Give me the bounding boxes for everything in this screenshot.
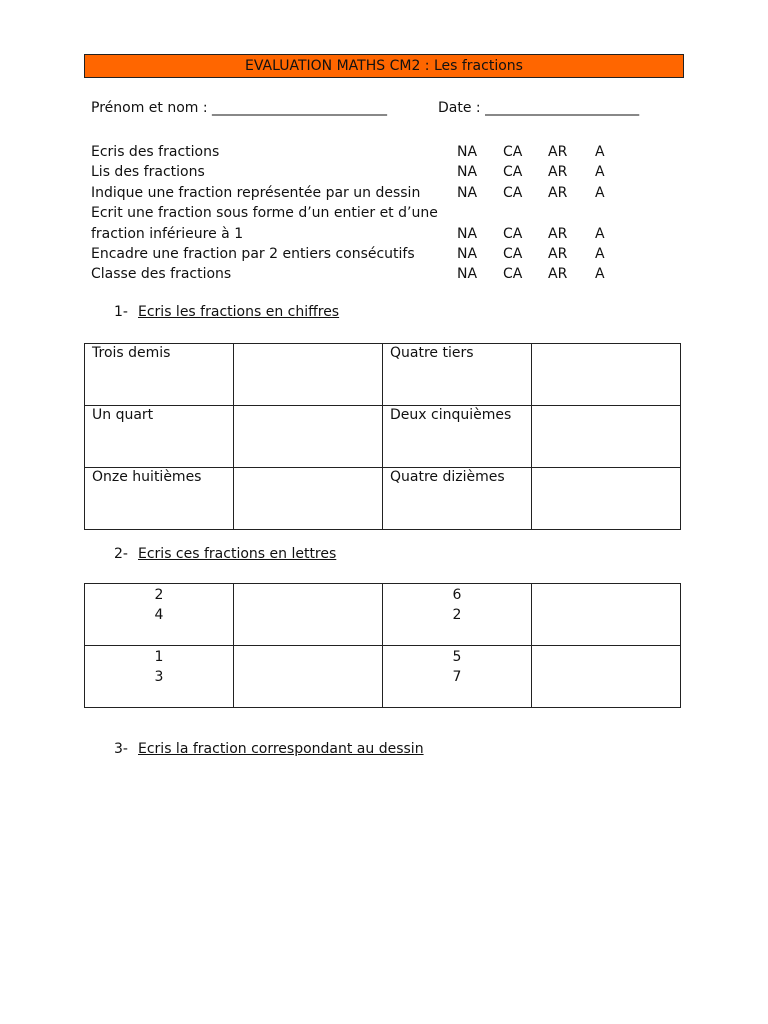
table-row [85, 584, 681, 646]
skill-label: fraction inférieure à 1 [91, 225, 244, 242]
skill-label: Ecrit une fraction sous forme d’un entier et d’une [91, 205, 438, 222]
fraction-words-cell: Trois demis [85, 344, 234, 406]
answer-cell[interactable] [532, 344, 681, 406]
skills-list [91, 142, 651, 285]
date-field [438, 100, 639, 116]
fraction-denominator: 4 [154, 607, 164, 623]
fraction-numerator: 6 [452, 587, 462, 603]
level-ca: CA [503, 245, 523, 262]
skill-row [91, 162, 651, 182]
level-a: A [595, 225, 605, 242]
level-ca: CA [503, 266, 523, 283]
level-ar: AR [548, 266, 568, 283]
fraction-denominator: 2 [452, 607, 462, 623]
level-na: NA [457, 144, 478, 160]
date-blank: ______________________ [485, 100, 640, 116]
level-ar: AR [548, 144, 568, 160]
fraction-denominator: 7 [452, 669, 462, 685]
fractions-digits-table [84, 343, 681, 530]
fraction-numerator: 5 [452, 649, 462, 665]
level-a: A [595, 245, 605, 262]
fraction-cell [383, 646, 532, 708]
skill-label: Classe des fractions [91, 266, 232, 283]
level-ca: CA [503, 144, 523, 160]
fraction-cell [383, 584, 532, 646]
answer-cell[interactable] [234, 406, 383, 468]
skill-label: Indique une fraction représentée par un dessin [91, 184, 421, 201]
name-field [91, 100, 387, 116]
skill-label: Lis des fractions [91, 164, 205, 181]
level-ar: AR [548, 245, 568, 262]
section-3-heading [114, 741, 424, 757]
table-row [85, 646, 681, 708]
level-a: A [595, 164, 605, 181]
date-label: Date : [438, 100, 486, 116]
table-row [85, 344, 681, 406]
level-a: A [595, 144, 605, 160]
fraction-cell [85, 646, 234, 708]
section-title: Ecris les fractions en chiffres [138, 304, 340, 320]
answer-cell[interactable] [532, 646, 681, 708]
skill-row [91, 224, 651, 244]
fraction-cell [85, 584, 234, 646]
fraction-numerator: 1 [154, 649, 164, 665]
table-row [85, 468, 681, 530]
answer-cell[interactable] [234, 646, 383, 708]
name-label: Prénom et nom : [91, 100, 213, 116]
section-1-heading [114, 304, 339, 320]
table-row [85, 406, 681, 468]
level-na: NA [457, 184, 478, 201]
section-title: Ecris la fraction correspondant au dessin [138, 741, 424, 757]
section-2-heading [114, 546, 336, 562]
level-na: NA [457, 225, 478, 242]
level-ca: CA [503, 164, 523, 181]
level-ar: AR [548, 184, 568, 201]
fraction-words-cell: Quatre dizièmes [383, 468, 532, 530]
skill-row [91, 203, 651, 223]
answer-cell[interactable] [234, 344, 383, 406]
answer-cell[interactable] [532, 584, 681, 646]
section-title: Ecris ces fractions en lettres [138, 546, 337, 562]
fractions-words-table [84, 583, 681, 708]
answer-cell[interactable] [532, 468, 681, 530]
fraction-words-cell: Un quart [85, 406, 234, 468]
level-a: A [595, 266, 605, 283]
fraction-words-cell: Onze huitièmes [85, 468, 234, 530]
skill-label: Encadre une fraction par 2 entiers consécutifs [91, 245, 415, 262]
answer-cell[interactable] [532, 406, 681, 468]
section-number: 3- [114, 741, 128, 757]
page-title: EVALUATION MATHS CM2 : Les fractions [84, 54, 684, 78]
level-ar: AR [548, 225, 568, 242]
level-ca: CA [503, 184, 523, 201]
level-na: NA [457, 164, 478, 181]
skill-row [91, 244, 651, 264]
level-a: A [595, 184, 605, 201]
fraction-words-cell: Deux cinquièmes [383, 406, 532, 468]
answer-cell[interactable] [234, 584, 383, 646]
level-na: NA [457, 266, 478, 283]
level-na: NA [457, 245, 478, 262]
level-ar: AR [548, 164, 568, 181]
skill-row [91, 264, 651, 284]
fraction-numerator: 2 [154, 587, 164, 603]
skill-label: Ecris des fractions [91, 144, 220, 160]
section-number: 2- [114, 546, 128, 562]
skill-row [91, 142, 651, 162]
answer-cell[interactable] [234, 468, 383, 530]
section-number: 1- [114, 304, 128, 320]
fraction-words-cell: Quatre tiers [383, 344, 532, 406]
name-blank: _________________________ [212, 100, 388, 116]
skill-row [91, 183, 651, 203]
level-ca: CA [503, 225, 523, 242]
fraction-denominator: 3 [154, 669, 164, 685]
